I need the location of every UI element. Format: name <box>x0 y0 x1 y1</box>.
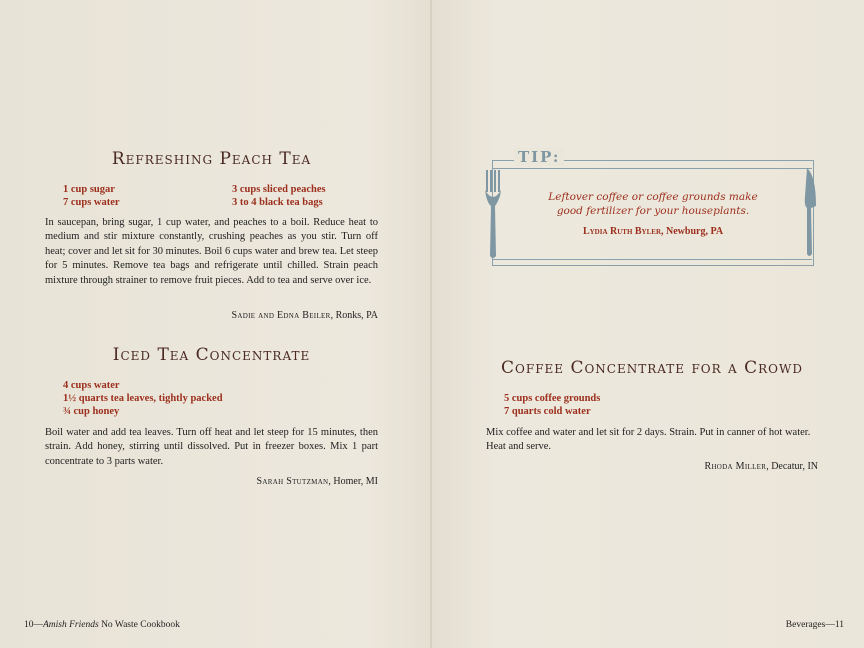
ingredient: ¾ cup honey <box>63 406 120 417</box>
recipe-credit <box>486 461 818 472</box>
ingredient: 3 to 4 black tea bags <box>232 197 323 208</box>
book-title-italic: Amish Friends <box>43 620 99 630</box>
recipe-directions: In saucepan, bring sugar, 1 cup water, and peaches to a boil. Reduce heat to medium and stir mixture constantly, crushing peaches as you stir. Turn off heat; cover and let sit for 30 minutes. Boil 6 cups water and brew tea. Let steep for 5 minutes. Remove tea bags and refrigerate until chilled. Strain peach mixture through strainer to remove fruit pieces. Add to tea and serve over ice. <box>45 217 378 286</box>
page-number: 10 <box>24 620 34 630</box>
ingredient: 3 cups sliced peaches <box>232 184 326 195</box>
credit-place: , Ronks, PA <box>330 310 378 321</box>
tip-text: Leftover coffee or coffee grounds make good fertilizer for your houseplants. <box>548 191 758 217</box>
ingredient: 7 quarts cold water <box>504 406 591 417</box>
ingredient: 7 cups water <box>63 197 120 208</box>
left-page <box>0 0 430 648</box>
recipe-directions: Mix coffee and water and let sit for 2 days. Strain. Put in canner of hot water. Heat and serve. <box>486 427 811 453</box>
ingredient-list <box>504 392 600 418</box>
section-name: Beverages <box>785 620 826 630</box>
credit-name: Lydia Ruth Byler <box>582 226 662 237</box>
recipe-credit <box>45 476 378 487</box>
credit-name: Rhoda Miller <box>704 461 767 472</box>
tip-label: TIP: <box>514 148 564 166</box>
footer-left <box>24 620 180 630</box>
ingredient-list <box>63 379 223 418</box>
knife-icon <box>802 166 818 258</box>
recipe-credit <box>45 310 378 321</box>
footer-right <box>786 620 844 630</box>
ingredient: 1 cup sugar <box>63 184 115 195</box>
ingredient: 5 cups coffee grounds <box>504 393 601 404</box>
tip-credit <box>540 226 766 237</box>
credit-name: Sarah Stutzman <box>256 476 329 487</box>
right-page <box>432 0 864 648</box>
credit-place: , Newburg, PA <box>661 226 724 237</box>
footer-dash: — <box>825 620 835 630</box>
fork-icon <box>484 170 502 260</box>
ingredient: 1½ quarts tea leaves, tightly packed <box>63 393 223 404</box>
ingredient-list-col2 <box>232 183 326 209</box>
book-title-rest: No Waste Cookbook <box>98 620 180 630</box>
credit-place: , Homer, MI <box>328 476 378 487</box>
credit-name: Sadie and Edna Beiler <box>231 310 331 321</box>
ingredient-list-col1 <box>63 183 120 209</box>
recipe-title-coffee-concentrate: Coffee Concentrate for a Crowd <box>501 358 803 378</box>
page-number: 11 <box>834 620 844 630</box>
recipe-directions: Boil water and add tea leaves. Turn off heat and let steep for 15 minutes, then strain. Add honey, stirring until dissolved. Put in freezer boxes. Mix 1 part concentrate to 3 parts water. <box>45 427 378 467</box>
ingredient: 4 cups water <box>63 380 120 391</box>
recipe-title-iced-tea: Iced Tea Concentrate <box>112 345 311 365</box>
credit-place: , Decatur, IN <box>766 461 818 472</box>
recipe-title-peach-tea: Refreshing Peach Tea <box>111 149 312 169</box>
footer-dash: — <box>33 620 43 630</box>
